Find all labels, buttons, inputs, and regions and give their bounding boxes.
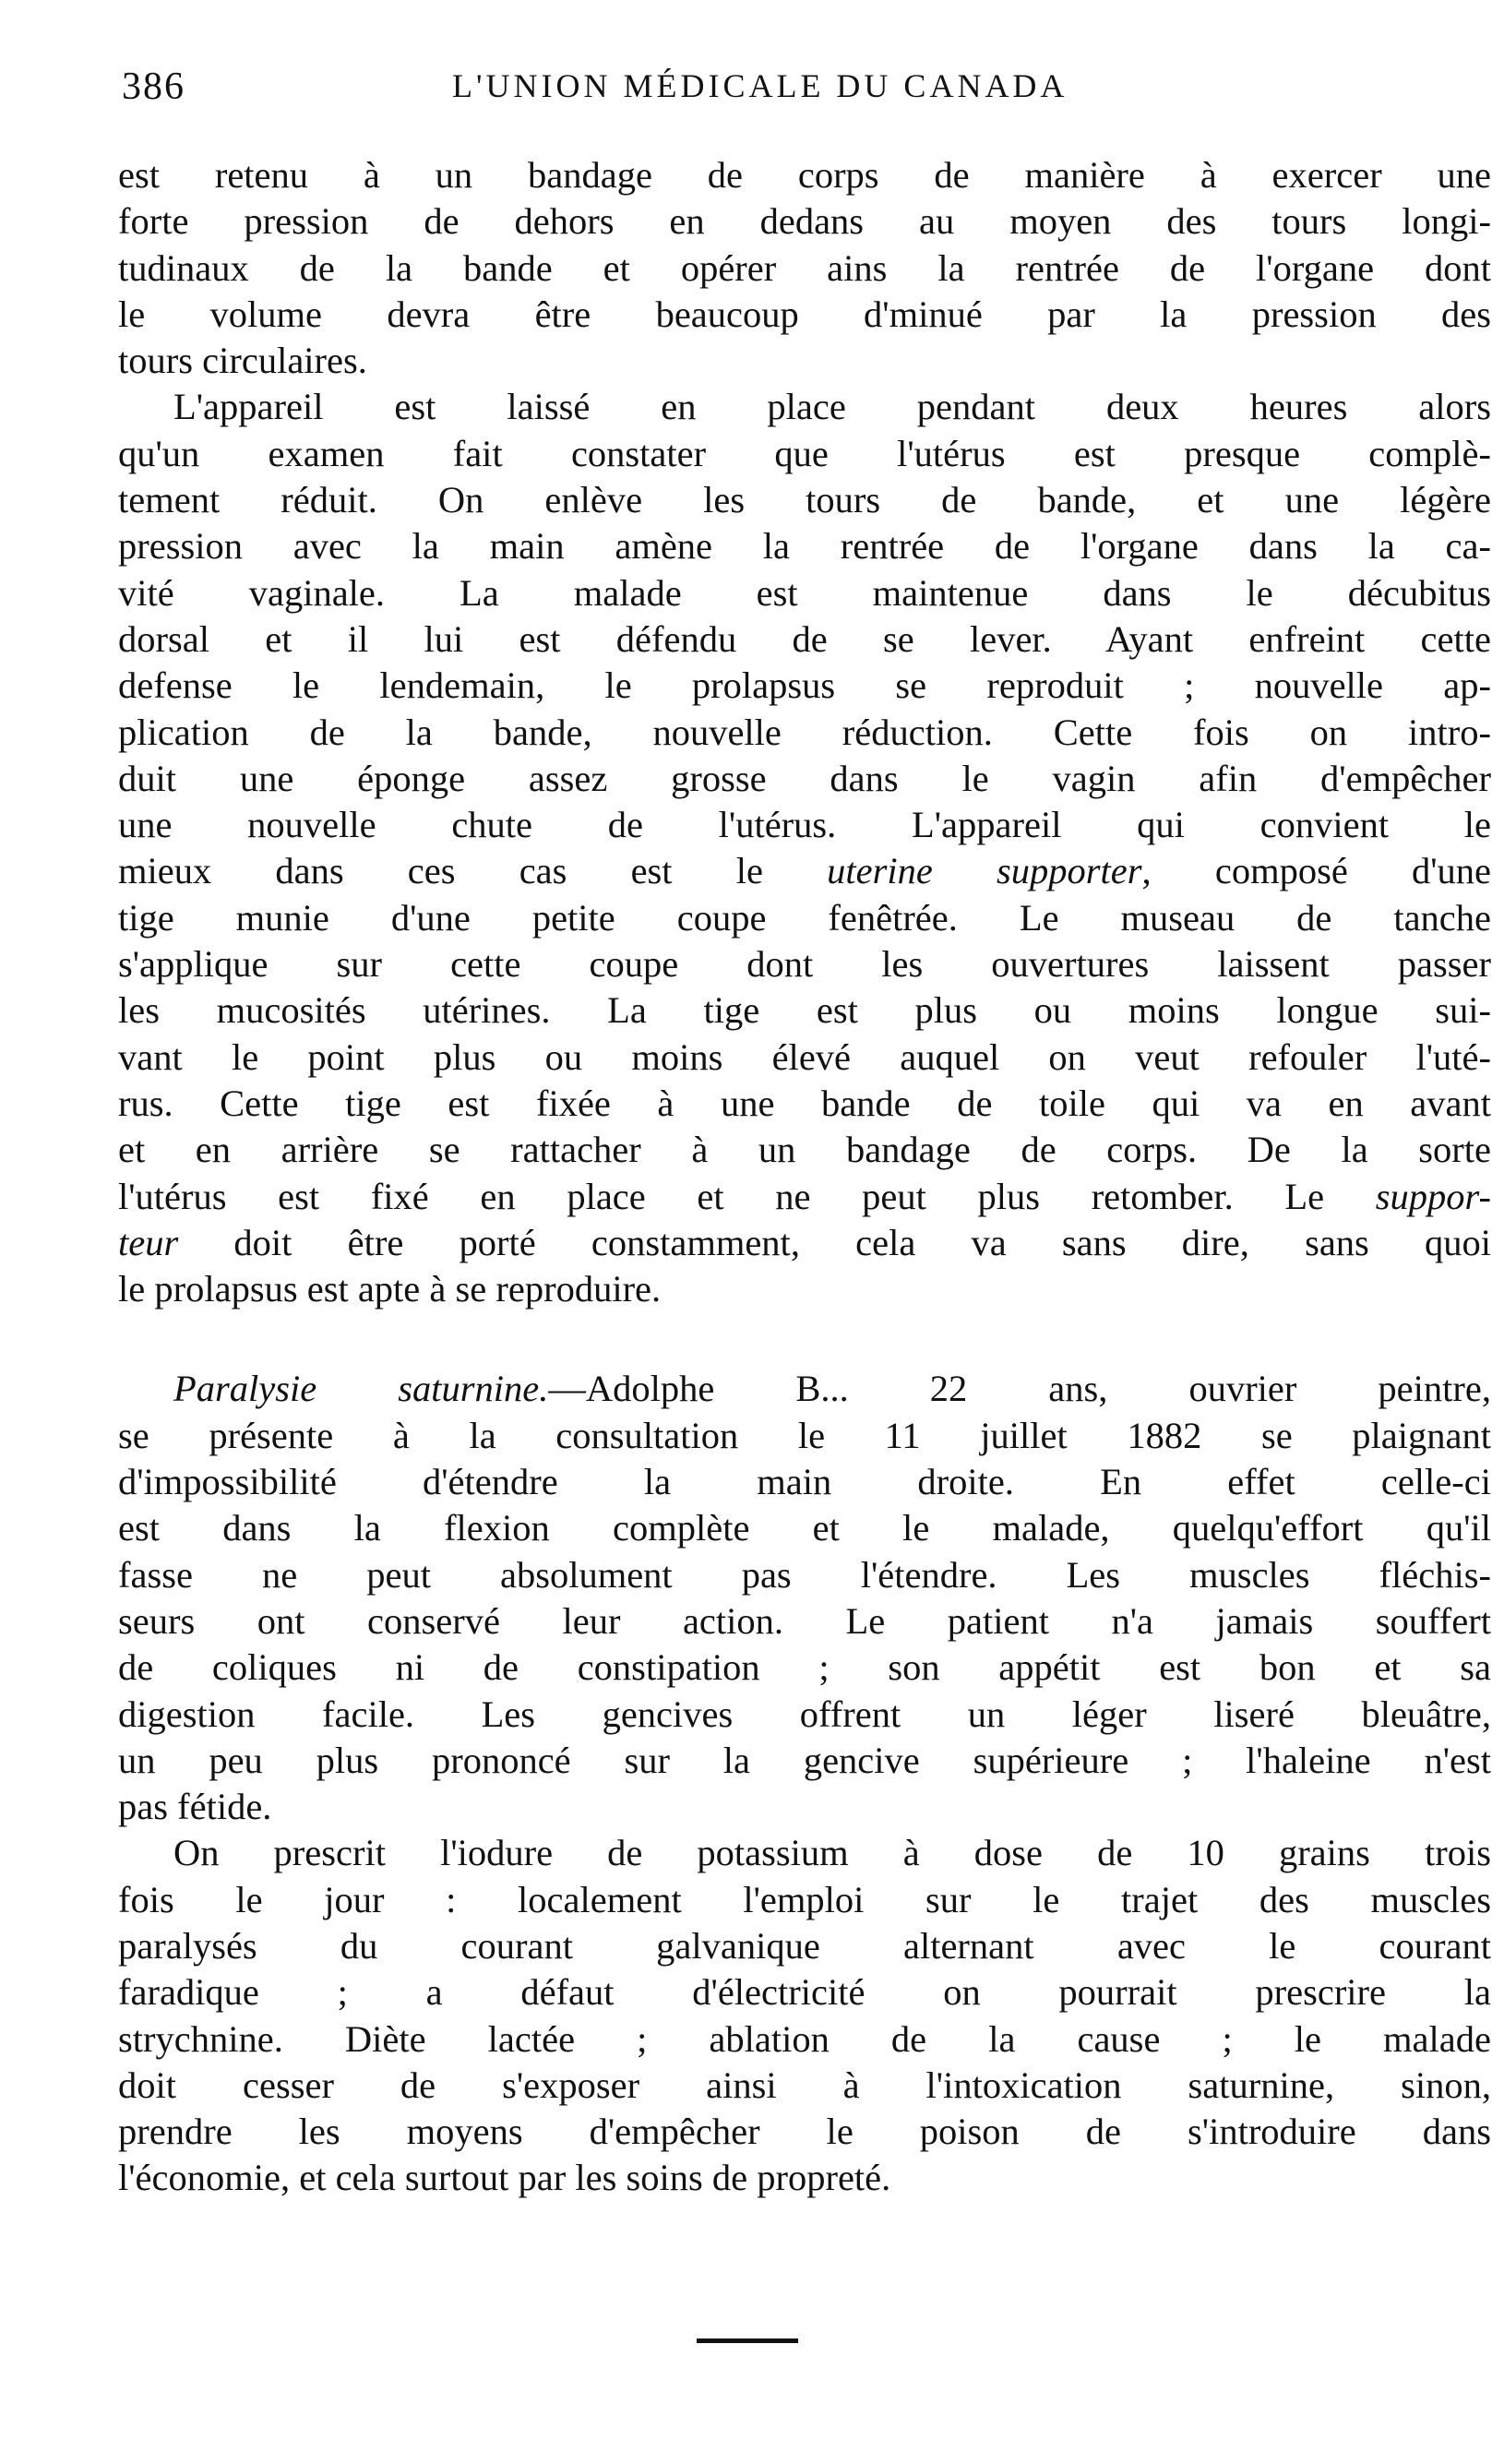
text-line: duit une éponge assez grosse dans le vagin afin d'empêcher — [118, 757, 1491, 799]
text-line: defense le lendemain, le prolapsus se reproduit ; nouvelle ap- — [118, 664, 1491, 707]
text-line: tudinaux de la bande et opérer ains la rentrée de l'organe dont — [118, 246, 1491, 289]
paragraph-4 — [118, 1830, 1491, 2201]
text-line: se présente à la consultation le 11 juillet 1882 se plaignant — [118, 1414, 1491, 1456]
text-segment: , composé d'une — [1141, 850, 1491, 892]
text-line: le prolapsus est apte à se reproduire. — [118, 1268, 662, 1310]
running-head: L'UNION MÉDICALE DU CANADA — [452, 67, 1068, 104]
page-number: 386 — [122, 66, 185, 108]
text-line: vant le point plus ou moins élevé auquel on veut refouler l'uté- — [118, 1035, 1491, 1078]
text-line: pas fétide. — [118, 1786, 272, 1828]
text-line: dorsal et il lui est défendu de se lever. Ayant enfreint cette — [118, 617, 1491, 660]
end-rule — [697, 2338, 798, 2343]
article-body — [118, 152, 1491, 2202]
text-line: fois le jour : localement l'emploi sur le trajet des muscles — [118, 1878, 1491, 1920]
text-segment: l'utérus est fixé en place et ne peut plus retomber. Le — [118, 1175, 1376, 1217]
text-segment: —Adolphe B... 22 ans, ouvrier peintre, — [548, 1368, 1491, 1410]
text-line: faradique ; a défaut d'électricité on pourrait prescrire la — [118, 1971, 1491, 2014]
text-line: pression avec la main amène la rentrée de l'organe dans la ca- — [118, 525, 1491, 568]
text-line: seurs ont conservé leur action. Le patient n'a jamais souffert — [118, 1599, 1491, 1642]
text-line: un peu plus prononcé sur la gencive supérieure ; l'haleine n'est — [118, 1739, 1491, 1781]
text-line: On prescrit l'iodure de potassium à dose de 10 grains trois — [173, 1832, 1491, 1874]
text-line — [118, 1366, 1491, 1412]
paragraph-gap — [118, 1312, 1491, 1366]
text-line: tige munie d'une petite coupe fenêtrée. Le museau de tanche — [118, 896, 1491, 939]
text-line: L'appareil est laissé en place pendant deux heures alors — [173, 386, 1491, 428]
text-line — [118, 848, 1491, 894]
text-segment: doit être porté constamment, cela va sans dire, sans quoi — [178, 1221, 1491, 1263]
text-line: plication de la bande, nouvelle réduction. Cette fois on intro- — [118, 711, 1491, 753]
text-line: les mucosités utérines. La tige est plus ou moins longue sui- — [118, 989, 1491, 1032]
text-line: fasse ne peut absolument pas l'étendre. Les muscles fléchis- — [118, 1553, 1491, 1596]
italic-term: teur — [118, 1221, 179, 1263]
text-line: l'économie, et cela surtout par les soins de propreté. — [118, 2157, 891, 2199]
text-line: qu'un examen fait constater que l'utérus est presque complè- — [118, 432, 1491, 474]
text-line: rus. Cette tige est fixée à une bande de toile qui va en avant — [118, 1082, 1491, 1124]
text-line: tement réduit. On enlève les tours de bande, et une légère — [118, 479, 1491, 521]
paragraph-1 — [118, 152, 1491, 384]
text-line: le volume devra être beaucoup d'minué par la pression des — [118, 293, 1491, 335]
paragraph-3 — [118, 1366, 1491, 1830]
paragraph-2 — [118, 384, 1491, 1312]
text-line: une nouvelle chute de l'utérus. L'appareil qui convient le — [118, 804, 1491, 846]
page-header — [111, 65, 1504, 120]
text-line: de coliques ni de constipation ; son appétit est bon et sa — [118, 1646, 1491, 1689]
text-line: forte pression de dehors en dedans au moyen des tours longi- — [118, 200, 1491, 243]
text-line: tours circulaires. — [118, 340, 367, 382]
text-line: d'impossibilité d'étendre la main droite. En effet celle-ci — [118, 1461, 1491, 1503]
text-line: doit cesser de s'exposer ainsi à l'intoxication saturnine, sinon, — [118, 2063, 1491, 2106]
italic-term: suppor- — [1375, 1175, 1491, 1217]
text-line: strychnine. Diète lactée ; ablation de la cause ; le malade — [118, 2017, 1491, 2060]
text-line: et en arrière se rattacher à un bandage de corps. De la sorte — [118, 1129, 1491, 1171]
text-line: digestion facile. Les gencives offrent un léger liseré bleuâtre, — [118, 1693, 1491, 1735]
section-title: Paralysie saturnine. — [173, 1368, 549, 1410]
text-line: est dans la flexion complète et le malade, quelqu'effort qu'il — [118, 1507, 1491, 1549]
text-line — [118, 1174, 1491, 1220]
text-line: est retenu à un bandage de corps de manière à exercer une — [118, 154, 1491, 196]
italic-term: uterine supporter — [827, 850, 1142, 892]
text-line — [118, 1220, 1491, 1266]
text-line: prendre les moyens d'empêcher le poison de s'introduire dans — [118, 2111, 1491, 2153]
text-segment: mieux dans ces cas est le — [118, 850, 828, 892]
text-line: s'applique sur cette coupe dont les ouvertures laissent passer — [118, 943, 1491, 986]
text-line: paralysés du courant galvanique alternant avec le courant — [118, 1924, 1491, 1967]
text-line: vité vaginale. La malade est maintenue dans le décubitus — [118, 571, 1491, 614]
